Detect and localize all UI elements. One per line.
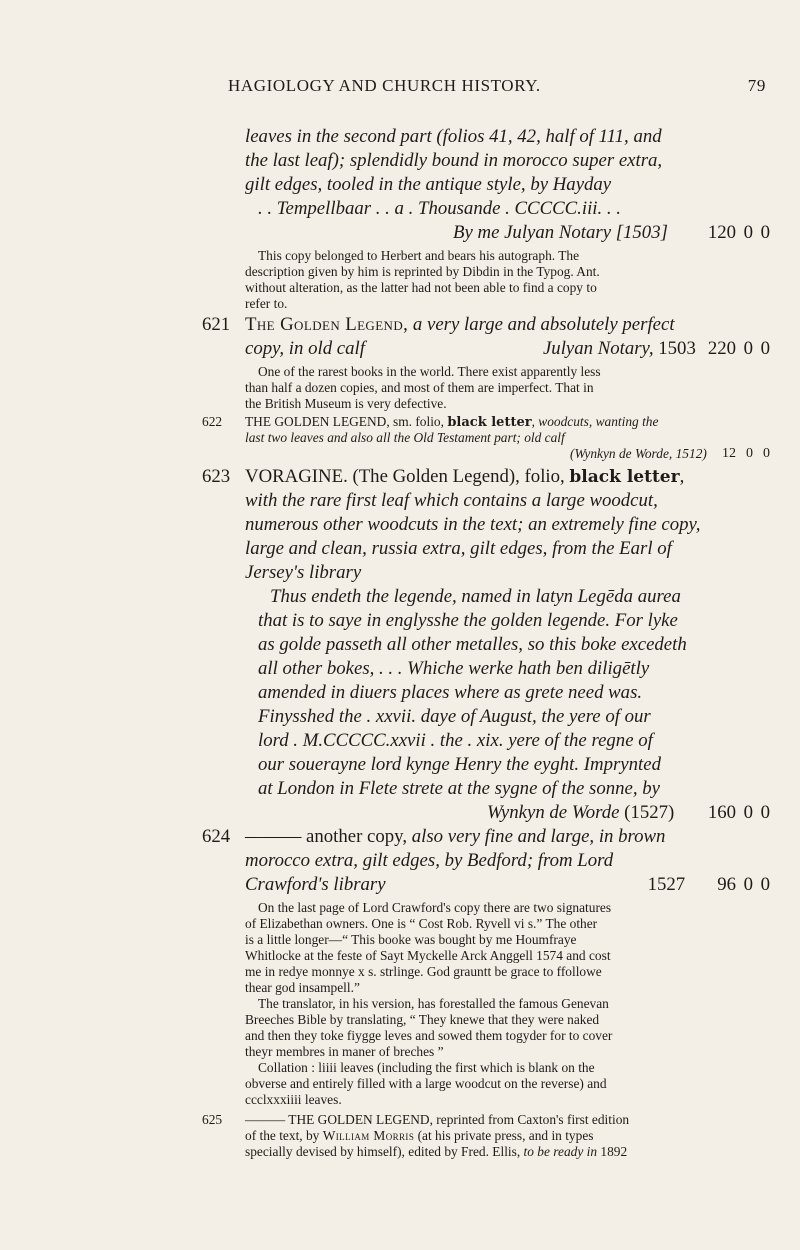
- text-line: leaves in the second part (folios 41, 42, half of 111, and: [245, 126, 662, 147]
- page-header: [180, 76, 766, 102]
- lot-title-line: ——— THE GOLDEN LEGEND, reprinted from Caxton's first edition: [245, 1112, 630, 1127]
- note-line: On the last page of Lord Crawford's copy there are two signatures: [258, 900, 612, 915]
- text-line: Jersey's library: [245, 562, 362, 583]
- text-line: morocco extra, gilt edges, by Bedford; from Lord: [245, 850, 614, 871]
- price: 120 0 0: [707, 222, 770, 243]
- note-line: thear god insampell.”: [245, 980, 360, 995]
- note-line: Breeches Bible by translating, “ They knewe that they were naked: [245, 1012, 600, 1027]
- note-line: Whitlocke at the feste of Sayt Myckelle Arck Anggell 1574 and cost: [245, 948, 611, 963]
- note-line: me in redye monnye x s. strlinge. God grauntt be grace to ffollowe: [245, 964, 602, 979]
- text-line: lord . M.CCCCC.xxvii . the . xix. yere of the regne of: [258, 730, 653, 751]
- text-line: our souerayne lord kynge Henry the eyght. Imprynted: [258, 754, 661, 775]
- text-line: . . Tempellbaar . . a . Thousande . CCCCC.iii. . .: [258, 198, 621, 219]
- note-line: than half a dozen copies, and most of them are imperfect. That in: [245, 380, 594, 395]
- text-line: Finysshed the . xxvii. daye of August, the yere of our: [258, 706, 651, 727]
- page-number: 79: [747, 76, 766, 95]
- running-title: HAGIOLOGY AND CHURCH HISTORY.: [228, 76, 541, 95]
- text-line: By me Julyan Notary [1503]: [453, 222, 668, 243]
- lot-title-line: ——— another copy, also very fine and large, in brown: [245, 826, 666, 847]
- text-line: Wynkyn de Worde (1527): [487, 802, 675, 823]
- text-line: last two leaves and also all the Old Testament part; old calf: [245, 430, 565, 445]
- text-line: Crawford's library 1527: [245, 874, 686, 895]
- text-line: the last leaf); splendidly bound in morocco super extra,: [245, 150, 663, 171]
- note-line: refer to.: [245, 296, 288, 311]
- lot-number: 625: [202, 1112, 223, 1127]
- text-line: that is to saye in englysshe the golden legende. For lyke: [258, 610, 678, 631]
- note-line: and then they toke fiygge leves and sowed them togyder for to cover: [245, 1028, 613, 1043]
- price: 160 0 0: [707, 802, 770, 823]
- note-line: of Elizabethan owners. One is “ Cost Rob. Ryvell vi s.” The other: [245, 916, 598, 931]
- note-line: ccclxxxiiii leaves.: [245, 1092, 342, 1107]
- lot-number: 621: [202, 314, 231, 335]
- lot-title-line: [245, 314, 675, 336]
- text-line: all other bokes, . . . Whiche werke hath ben diligētly: [258, 658, 650, 679]
- lot-number: 623: [202, 466, 231, 487]
- lot-desc: a very large and absolutely perfect: [408, 314, 675, 335]
- text-line: of the text, by William Morris (at his private press, and in types: [245, 1128, 594, 1143]
- text-line: amended in diuers places where as grete need was.: [258, 682, 643, 703]
- price: 96 0 0: [717, 874, 770, 895]
- text-line: gilt edges, tooled in the antique style, by Hayday: [245, 174, 612, 195]
- lot-title: The Golden Legend,: [245, 314, 409, 335]
- note-line: the British Museum is very defective.: [245, 396, 447, 411]
- note-line: This copy belonged to Herbert and bears his autograph. The: [258, 248, 580, 263]
- lot-title-line: VORAGINE. (The Golden Legend), folio, black letter,: [245, 466, 685, 487]
- note-line: obverse and entirely filled with a large woodcut on the reverse) and: [245, 1076, 607, 1091]
- note-line: One of the rarest books in the world. There exist apparently less: [258, 364, 601, 379]
- lot-number: 624: [202, 826, 231, 847]
- lot-title-line: THE GOLDEN LEGEND, sm. folio, black letter, woodcuts, wanting the: [245, 414, 659, 430]
- note-line: without alteration, as the latter had not been able to find a copy to: [245, 280, 597, 295]
- text-line: with the rare first leaf which contains a large woodcut,: [245, 490, 658, 511]
- text-line: as golde passeth all other metalles, so this boke excedeth: [258, 634, 687, 655]
- text-line: Thus endeth the legende, named in latyn Legēda aurea: [270, 586, 681, 607]
- note-line: is a little longer—“ This booke was bought by me Houmfraye: [245, 932, 577, 947]
- note-line: theyr membres in maner of breches ”: [245, 1044, 444, 1059]
- text-line: numerous other woodcuts in the text; an extremely fine copy,: [245, 514, 701, 535]
- note-line: Collation : liiii leaves (including the first which is blank on the: [258, 1060, 595, 1075]
- text-line: specially devised by himself), edited by Fred. Ellis, to be ready in 1892: [245, 1144, 628, 1159]
- lot-number: 622: [202, 414, 223, 429]
- text-line: copy, in old calf Julyan Notary, 1503: [245, 338, 696, 359]
- price: 220 0 0: [707, 338, 770, 359]
- note-line: The translator, in his version, has forestalled the famous Genevan: [258, 996, 609, 1011]
- price: 12 0 0: [722, 446, 770, 461]
- text-line: (Wynkyn de Worde, 1512): [570, 446, 707, 461]
- text-line: large and clean, russia extra, gilt edges, from the Earl of: [245, 538, 672, 559]
- text-line: at London in Flete strete at the sygne of the sonne, by: [258, 778, 660, 799]
- note-line: description given by him is reprinted by Dibdin in the Typog. Ant.: [245, 264, 600, 279]
